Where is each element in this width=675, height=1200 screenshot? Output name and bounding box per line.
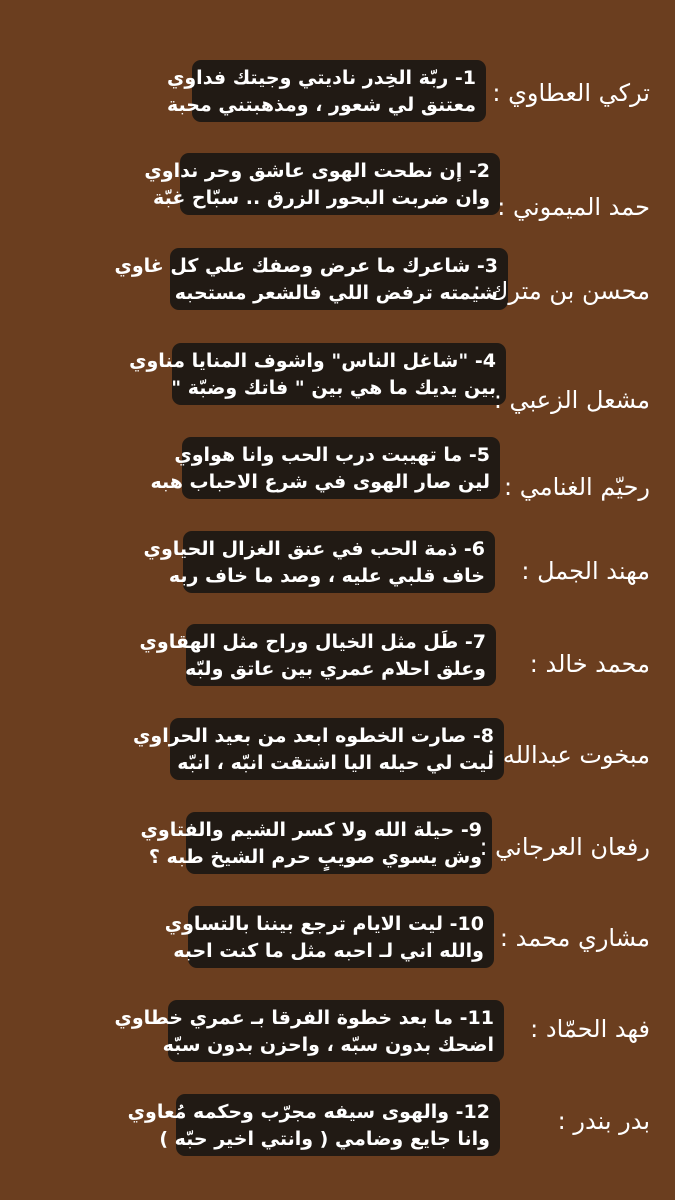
poet-name: رحيّم الغنامي : [504,473,650,501]
verse-box-2 [144,153,500,215]
verse-line-2: اضحك بدون سبّه ، واحزن بدون سبّه [162,1034,494,1056]
poet-name: رفعان العرجاني : [479,833,650,861]
verse-line-2: خاف قلبي عليه ، وصد ما خاف ربه [168,565,485,587]
poet-name: بدر بندر : [557,1107,650,1135]
verse-line-2: معتنق لي شعور ، ومذهبتني محبة [167,94,476,116]
verse-line-2: وش يسوي صويبٍ حرم الشيخ طبه ؟ [148,846,482,868]
verse-line-1: 1- ربّة الخِدر ناديتي وجيتك فداوي [166,67,476,89]
verse-box-11 [114,1000,504,1062]
verse-box-12 [127,1094,500,1156]
poet-name: محسن بن مترك : [472,277,650,305]
poet-name: مشعل الزعبي : [493,386,650,414]
verse-line-2: وان ضربت البحور الزرق .. سبّاح غبّة [153,187,490,209]
verse-box-7 [139,624,496,686]
poet-name: مهند الجمل : [521,557,650,585]
verse-line-1: 5- ما تهيبت درب الحب وانا هواوي [174,444,490,466]
poet-name: حمد الميموني : [497,193,650,221]
verse-box-6 [143,531,495,593]
poet-name: مشاري محمد : [499,924,650,952]
verse-box-5 [150,437,500,499]
verse-line-1: 8- صارت الخطوه ابعد من بعيد الحراوي [132,725,494,747]
verse-line-2: بين يديك ما هي بين " فاتك وضبّة " [171,377,496,399]
verse-box-4 [129,343,506,405]
verse-box-3 [114,248,508,310]
verse-line-1: 9- حيلة الله ولا كسر الشيم والفتاوي [140,819,482,841]
poet-name: مبخوت عبدالله : [487,741,650,769]
verse-box-10 [164,906,494,968]
verse-box-1 [166,60,486,122]
verse-line-1: 3- شاعرك ما عرض وصفك علي كل غاوي [114,255,498,277]
verse-line-2: وعلق احلام عمري بين عاتق ولبّه [185,658,486,680]
verse-line-2: وانا جايع وضامي ( وانتي اخير حبّه ) [159,1128,490,1150]
poet-name: محمد خالد : [529,650,650,678]
verse-box-9 [140,812,492,874]
poet-name: فهد الحمّاد : [530,1015,650,1043]
verse-line-1: 6- ذمة الحب في عنق الغزال الحياوي [143,538,485,560]
verse-line-1: 7- طَل مثل الخيال وراح مثل الهقاوي [139,631,486,653]
verse-line-1: 12- والهوى سيفه مجرّب وحكمه مُعاوي [127,1101,490,1123]
verse-line-1: 10- ليت الايام ترجع بيننا بالتساوي [164,913,484,935]
verse-line-2: شيمته ترفض اللي فالشعر مستحبه [174,282,498,304]
verse-box-8 [132,718,504,780]
verse-line-1: 2- إن نطحت الهوى عاشق وحر نداوي [144,160,490,182]
verse-line-2: لين صار الهوى في شرع الاحباب هبه [150,471,490,493]
poet-name: تركي العطاوي : [492,79,650,107]
verse-line-2: ليت لي حيله اليا اشتقت انبّه ، انبّه [177,752,494,774]
verse-line-1: 4- "شاغل الناس" واشوف المنايا مناوي [129,350,496,372]
verse-line-1: 11- ما بعد خطوة الفرقا بـ عمري خطاوي [114,1007,494,1029]
verse-line-2: والله اني لـ احبه مثل ما كنت احبه [173,940,484,962]
